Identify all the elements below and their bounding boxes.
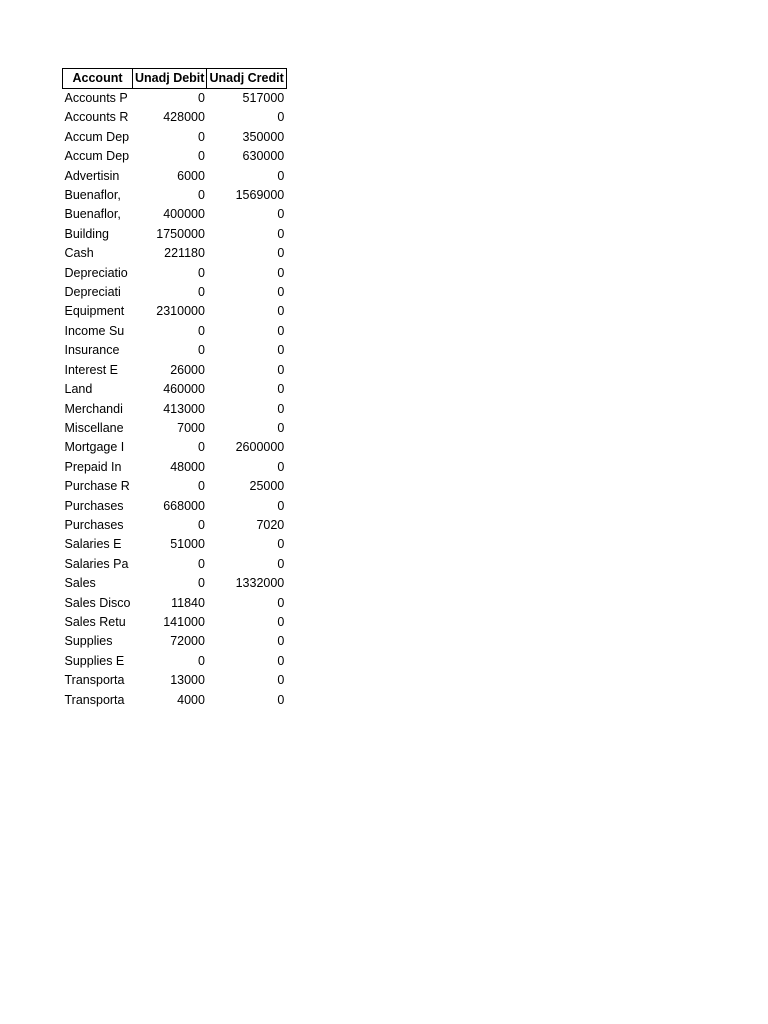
- table-row: [63, 167, 287, 186]
- unadj-credit-cell: 2600000: [235, 440, 285, 455]
- account-name-cell: Interest E: [64, 362, 118, 377]
- account-name-cell: Accum Dep: [64, 149, 130, 164]
- account-name-cell: Prepaid In: [64, 459, 122, 474]
- account-name-cell: Merchandi: [64, 401, 123, 416]
- unadj-debit-cell: 1750000: [156, 226, 205, 241]
- account-column-header: Account: [63, 69, 133, 89]
- unadj-credit-cell: 0: [277, 110, 285, 125]
- unadj-debit-cell: 11840: [171, 595, 205, 610]
- table-row: [63, 186, 287, 205]
- table-row: [63, 361, 287, 380]
- unadj-credit-cell: 0: [277, 401, 285, 416]
- account-name-cell: Buenaflor,: [64, 188, 121, 203]
- unadj-debit-cell: 0: [198, 440, 205, 455]
- unadj-credit-cell: 1569000: [235, 188, 285, 203]
- unadj-debit-cell: 0: [198, 576, 205, 591]
- unadj-debit-column-header: Unadj Debit: [133, 69, 207, 89]
- unadj-credit-cell: 350000: [242, 129, 285, 144]
- account-name-cell: Salaries E: [64, 537, 122, 552]
- account-name-cell: Depreciati: [64, 285, 121, 300]
- unadj-debit-cell: 221180: [164, 246, 205, 261]
- unadj-debit-cell: 0: [198, 91, 205, 105]
- account-name-cell: Insurance: [64, 343, 120, 358]
- unadj-credit-cell: 0: [277, 246, 285, 261]
- unadj-credit-cell: 0: [277, 362, 285, 377]
- table-row: [63, 264, 287, 283]
- unadj-credit-cell: 0: [277, 459, 285, 474]
- table-row: [63, 302, 287, 321]
- table-row: [63, 497, 287, 516]
- unadj-credit-cell: 0: [277, 285, 285, 300]
- unadj-credit-cell: 0: [277, 498, 285, 513]
- unadj-debit-cell: 0: [198, 149, 205, 164]
- account-name-cell: Building: [64, 226, 109, 241]
- account-name-cell: Supplies E: [64, 653, 125, 668]
- unadj-debit-cell: 7000: [177, 420, 205, 435]
- unadj-debit-cell: 48000: [170, 459, 205, 474]
- table-row: [63, 438, 287, 457]
- unadj-debit-cell: 2310000: [156, 304, 205, 319]
- unadj-credit-cell: 0: [277, 343, 285, 358]
- unadj-debit-cell: 400000: [163, 207, 205, 222]
- account-name-cell: Cash: [64, 246, 94, 261]
- unadj-credit-cell: 0: [277, 653, 285, 668]
- account-name-cell: Salaries Pa: [64, 556, 129, 571]
- unadj-credit-cell: 0: [277, 692, 285, 707]
- account-name-cell: Transporta: [64, 692, 125, 707]
- table-row: [63, 652, 287, 671]
- account-name-cell: Transporta: [64, 673, 125, 688]
- unadj-credit-cell: 7020: [256, 517, 285, 532]
- unadj-debit-cell: 26000: [170, 362, 205, 377]
- account-name-cell: Depreciatio: [64, 265, 128, 280]
- unadj-debit-cell: 0: [198, 188, 205, 203]
- table-row: [63, 613, 287, 632]
- unadj-debit-cell: 0: [198, 653, 205, 668]
- account-name-cell: Accounts R: [64, 110, 129, 125]
- unadj-credit-cell: 0: [277, 614, 285, 629]
- unadj-credit-cell: 25000: [249, 479, 285, 494]
- unadj-debit-cell: 13000: [170, 673, 205, 688]
- table-row: [63, 535, 287, 554]
- account-name-cell: Equipment: [64, 304, 125, 319]
- unadj-credit-cell: 0: [277, 420, 285, 435]
- table-row: [63, 108, 287, 127]
- table-row: [63, 691, 287, 710]
- account-name-cell: Income Su: [64, 323, 125, 338]
- account-name-cell: Sales Retu: [64, 614, 126, 629]
- unadj-credit-cell: 630000: [242, 149, 285, 164]
- unadj-debit-cell: 0: [198, 285, 205, 300]
- unadj-debit-cell: 51000: [170, 537, 205, 552]
- unadj-debit-cell: 460000: [163, 382, 205, 397]
- account-name-cell: Mortgage I: [64, 440, 125, 455]
- unadj-credit-cell: 0: [277, 556, 285, 571]
- unadj-credit-cell: 0: [277, 673, 285, 688]
- table-row: [63, 516, 287, 535]
- table-row: [63, 632, 287, 651]
- unadj-debit-cell: 0: [198, 343, 205, 358]
- table-row: [63, 225, 287, 244]
- unadj-credit-cell: 0: [277, 304, 285, 319]
- unadj-debit-cell: 141000: [163, 614, 205, 629]
- account-name-cell: Miscellane: [64, 420, 124, 435]
- spreadsheet-page: [62, 68, 287, 710]
- unadj-credit-cell: 1332000: [235, 576, 285, 591]
- unadj-credit-cell: 0: [277, 537, 285, 552]
- unadj-credit-cell: 0: [277, 323, 285, 338]
- unadj-debit-cell: 0: [198, 323, 205, 338]
- unadj-credit-cell: 0: [277, 168, 285, 183]
- account-name-cell: Sales Disco: [64, 595, 131, 610]
- unadj-credit-cell: 0: [277, 595, 285, 610]
- unadj-debit-cell: 0: [198, 517, 205, 532]
- table-row: [63, 419, 287, 438]
- table-row: [63, 147, 287, 166]
- unadj-credit-column-header: Unadj Credit: [207, 69, 286, 89]
- account-name-cell: Supplies: [64, 634, 113, 649]
- table-row: [63, 322, 287, 341]
- unadj-debit-cell: 413000: [163, 401, 205, 416]
- unadj-debit-cell: 0: [198, 129, 205, 144]
- table-row: [63, 341, 287, 360]
- trial-balance-table: [62, 68, 287, 710]
- table-row: [63, 89, 287, 109]
- table-row: [63, 380, 287, 399]
- table-row: [63, 244, 287, 263]
- table-row: [63, 128, 287, 147]
- table-row: [63, 400, 287, 419]
- unadj-credit-cell: 0: [277, 265, 285, 280]
- unadj-debit-cell: 0: [198, 265, 205, 280]
- unadj-debit-cell: 0: [198, 479, 205, 494]
- table-row: [63, 555, 287, 574]
- table-row: [63, 574, 287, 593]
- account-name-cell: Buenaflor,: [64, 207, 121, 222]
- account-name-cell: Land: [64, 382, 93, 397]
- account-name-cell: Accounts P: [64, 91, 128, 105]
- account-name-cell: Accum Dep: [64, 129, 130, 144]
- unadj-debit-cell: 428000: [163, 110, 205, 125]
- account-name-cell: Advertisin: [64, 168, 120, 183]
- account-name-cell: Purchases: [64, 498, 124, 513]
- table-row: [63, 594, 287, 613]
- account-name-cell: Purchase R: [64, 479, 130, 494]
- unadj-debit-cell: 668000: [163, 498, 205, 513]
- unadj-debit-cell: 0: [198, 556, 205, 571]
- account-name-cell: Sales: [64, 576, 96, 591]
- unadj-debit-cell: 72000: [170, 634, 205, 649]
- table-row: [63, 671, 287, 690]
- table-row: [63, 458, 287, 477]
- header-row: [63, 69, 287, 89]
- account-name-cell: Purchases: [64, 517, 124, 532]
- unadj-credit-cell: 0: [277, 226, 285, 241]
- table-row: [63, 205, 287, 224]
- table-row: [63, 283, 287, 302]
- unadj-credit-cell: 517000: [242, 91, 285, 105]
- unadj-debit-cell: 4000: [177, 692, 205, 707]
- unadj-credit-cell: 0: [277, 207, 285, 222]
- unadj-debit-cell: 6000: [177, 168, 205, 183]
- unadj-credit-cell: 0: [277, 634, 285, 649]
- unadj-credit-cell: 0: [277, 382, 285, 397]
- table-row: [63, 477, 287, 496]
